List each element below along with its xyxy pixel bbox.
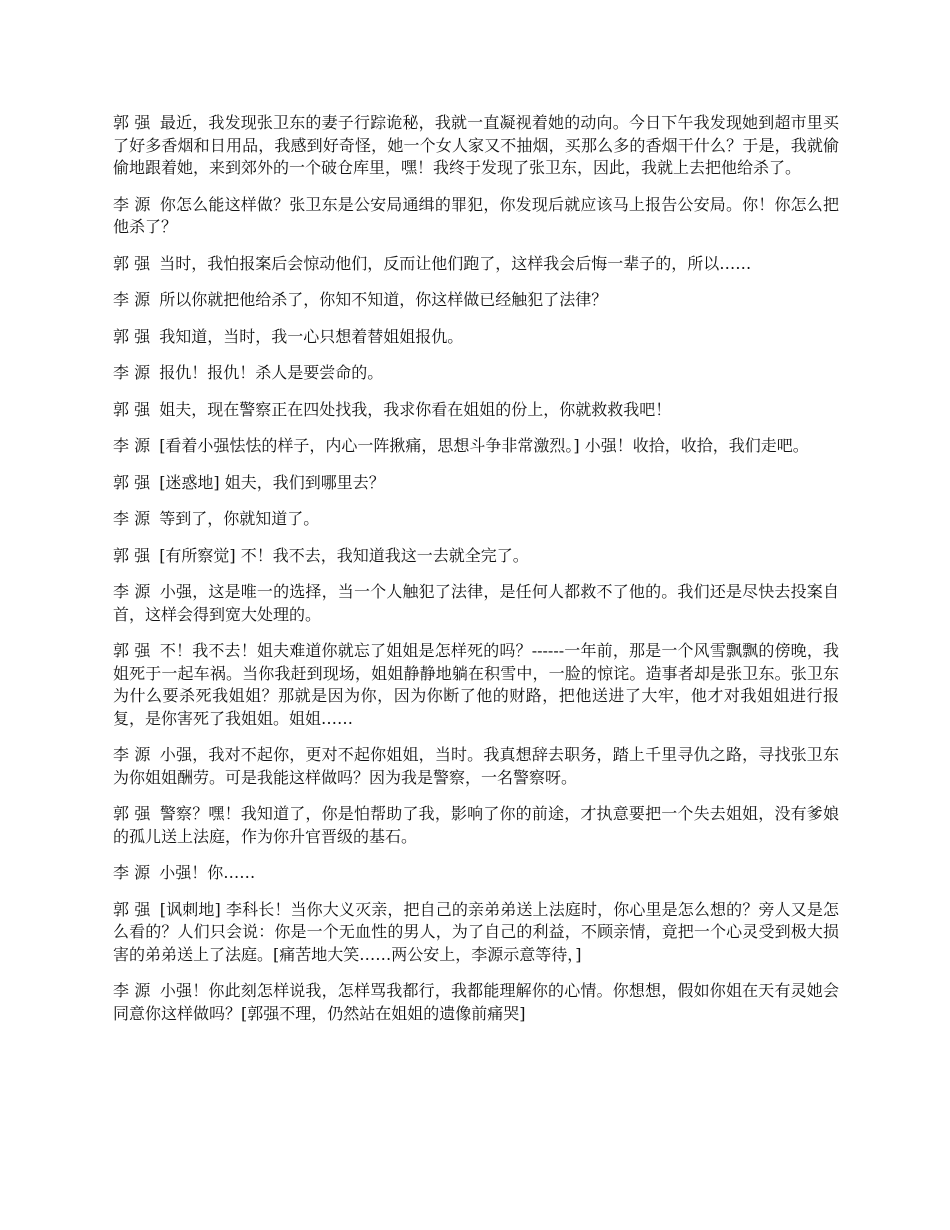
dialogue-line	[113, 399, 839, 422]
dialogue-line	[113, 581, 839, 626]
speaker-name: 李 源	[113, 582, 151, 601]
dialogue-text: 报仇！报仇！杀人是要尝命的。	[159, 363, 384, 382]
dialogue-line	[113, 899, 839, 967]
dialogue-text: 当时，我怕报案后会惊动他们，反而让他们跑了，这样我会后悔一辈子的，所以……	[159, 253, 752, 273]
dialogue-text: [有所察觉] 不！我不去，我知道我这一去就全完了。	[159, 545, 529, 565]
dialogue-text: 小强！你……	[159, 863, 256, 882]
speaker-name: 郭 强	[113, 472, 151, 492]
dialogue-text: 你怎么能这样做？张卫东是公安局通缉的罪犯，你发现后就应该马上报告公安局。你！你怎么把他杀了？	[113, 194, 839, 236]
dialogue-text: 警察？嘿！我知道了，你是怕帮助了我，影响了你的前途，才执意要把一个失去姐姐，没有爹娘的孤儿送上法庭，作为你升官晋级的基石。	[113, 804, 839, 846]
dialogue-line	[113, 112, 839, 180]
speaker-name: 郭 强	[113, 545, 151, 565]
speaker-name: 李 源	[113, 981, 151, 1000]
dialogue-text: [迷惑地] 姐夫，我们到哪里去？	[159, 472, 385, 492]
dialogue-line	[113, 744, 839, 789]
speaker-name: 郭 强	[113, 326, 151, 346]
dialogue-text: [看着小强怯怯的样子，内心一阵揪痛，思想斗争非常激烈。] 小强！收拾，收拾，我们走吧。	[159, 436, 809, 455]
dialogue-line	[113, 545, 839, 568]
dialogue-line	[113, 194, 839, 239]
dialogue-text: 最近，我发现张卫东的妻子行踪诡秘，我就一直凝视着她的动向。今日下午我发现她到超市里买了好多香烟和日用品，我感到好奇怪，她一个女人家又不抽烟，买那么多的香烟干什么？于是，我就偷偷地跟着她，来到郊外的一个破仓库里，嘿！我终于发现了张卫东，因此，我就上去把他给杀了。	[113, 113, 839, 177]
dialogue-line	[113, 508, 839, 531]
speaker-name: 李 源	[113, 436, 151, 455]
dialogue-line	[113, 289, 839, 312]
speaker-name: 李 源	[113, 863, 151, 882]
dialogue-line	[113, 362, 839, 385]
speaker-name: 郭 强	[113, 113, 151, 132]
speaker-name: 李 源	[113, 363, 151, 382]
speaker-name: 郭 强	[113, 804, 151, 823]
speaker-name: 李 源	[113, 290, 151, 309]
speaker-name: 李 源	[113, 194, 151, 214]
dialogue-text: 小强！你此刻怎样说我，怎样骂我都行，我都能理解你的心情。你想想，假如你姐在天有灵她会同意你这样做吗？[郭强不理，仍然站在姐姐的遗像前痛哭]	[113, 981, 839, 1023]
dialogue-line	[113, 640, 839, 730]
dialogue-line	[113, 803, 839, 848]
dialogue-line	[113, 326, 839, 349]
dialogue-text: 小强，我对不起你，更对不起你姐姐，当时。我真想辞去职务，踏上千里寻仇之路，寻找张卫东为你姐姐酬劳。可是我能这样做吗？因为我是警察，一名警察呀。	[113, 745, 839, 787]
dialogue-text: 等到了，你就知道了。	[159, 509, 320, 528]
speaker-name: 郭 强	[113, 399, 151, 419]
dialogue-line	[113, 862, 839, 885]
speaker-name: 郭 强	[113, 641, 151, 660]
speaker-name: 李 源	[113, 745, 151, 764]
dialogue-line	[113, 472, 839, 495]
dialogue-text: 所以你就把他给杀了，你知不知道，你这样做已经触犯了法律？	[159, 290, 608, 309]
dialogue-line	[113, 253, 839, 276]
speaker-name: 郭 强	[113, 253, 151, 273]
dialogue-text: 不！我不去！姐夫难道你就忘了姐姐是怎样死的吗？------一年前，那是一个风雪飘飘的傍晚，我姐死于一起车祸。当你我赶到现场，姐姐静静地躺在积雪中，一脸的惊诧。造事者却是张卫东。张卫东为什么要杀死我姐姐？那就是因为你，因为你断了他的财路，把他送进了大牢，他才对我姐姐进行报复，是你害死了我姐姐。姐姐……	[113, 641, 839, 728]
script-page	[113, 112, 839, 1039]
dialogue-text: [讽刺地] 李科长！当你大义灭亲，把自己的亲弟弟送上法庭时，你心里是怎么想的？旁人又是怎么看的？人们只会说：你是一个无血性的男人，为了自己的利益，不顾亲情，竟把一个心灵受到极大损害的弟弟送上了法庭。[痛苦地大笑……两公安上，李源示意等待，]	[113, 899, 839, 964]
dialogue-line	[113, 435, 839, 458]
speaker-name: 郭 强	[113, 899, 151, 919]
dialogue-text: 姐夫，现在警察正在四处找我，我求你看在姐姐的份上，你就救救我吧！	[159, 399, 672, 419]
dialogue-line	[113, 980, 839, 1025]
speaker-name: 李 源	[113, 509, 151, 528]
dialogue-text: 小强，这是唯一的选择，当一个人触犯了法律，是任何人都救不了他的。我们还是尽快去投案自首，这样会得到宽大处理的。	[113, 582, 839, 624]
dialogue-text: 我知道，当时，我一心只想着替姐姐报仇。	[159, 326, 464, 346]
